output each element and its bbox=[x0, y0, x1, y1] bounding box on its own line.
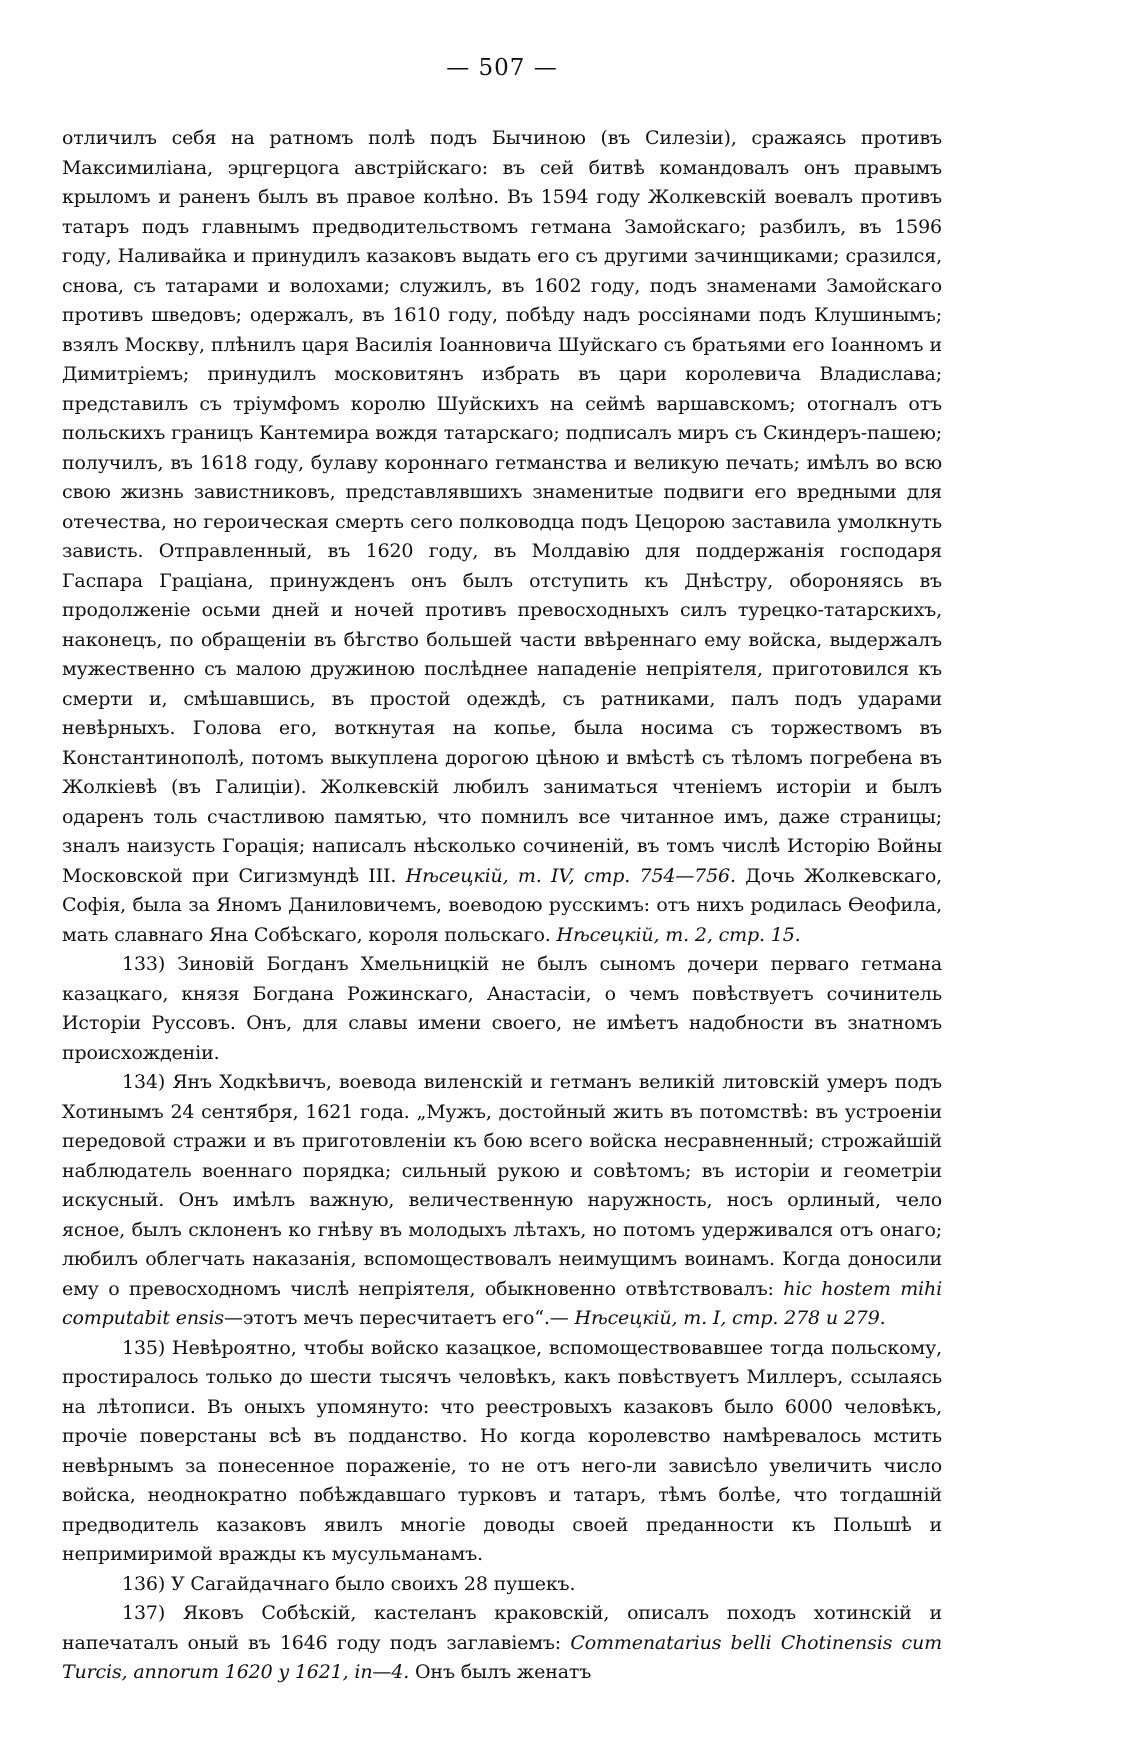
text-segment: 136) У Сагайдачнаго было своихъ 28 пушекъ. bbox=[122, 1572, 576, 1595]
document-page bbox=[62, 52, 942, 1732]
latin-quote: hic hostem mihi computabit ensis bbox=[62, 1277, 942, 1329]
text-segment: 134) Янъ Ходкѣвичъ, воевода виленскій и гетманъ великій литовскій умеръ подъ Хотинымъ 24 сентября, 1621 года. „Мужъ, достойный жить въ потомствѣ: въ устроеніи передовой стражи и въ приготовленіи къ бою всего войска несравненный; строжайшій наблюдатель военнаго порядка; сильный рукою и совѣтомъ; въ исторіи и геометріи искусный. Онъ имѣлъ важную, величественную наружность, носъ орлиный, чело ясное, былъ склоненъ ко гнѣву въ молодыхъ лѣтахъ, но потомъ удерживался отъ онаго; любилъ облегчать наказанія, вспомоществовалъ неимущимъ воинамъ. Когда доносили ему о превосходномъ числѣ непріятеля, обыкновенно отвѣтствовалъ: bbox=[62, 1071, 942, 1300]
text-segment: 137) Яковъ Собѣскій, кастеланъ краковскій, описалъ походъ хотинскій и напечаталъ оный въ 1646 году подъ заглавіемъ: bbox=[62, 1602, 942, 1654]
text-segment: —этотъ мечъ пересчитаетъ его“.— bbox=[224, 1307, 575, 1329]
note-135 bbox=[62, 1334, 942, 1570]
citation: Нѣсецкій, т. IV, стр. 754—756. bbox=[405, 864, 736, 887]
page-number: — 507 — bbox=[446, 55, 558, 81]
note-136 bbox=[62, 1570, 942, 1600]
text-segment: отличилъ себя на ратномъ полѣ подъ Бычиною (въ Силезіи), сражаясь противъ Максимиліана, эрцгерцога австрійскаго: въ сей битвѣ командовалъ онъ правымъ крыломъ и раненъ былъ въ правое колѣно. Въ 1594 году Жолкевскій воевалъ противъ татаръ подъ главнымъ предводительствомъ гетмана Замойскаго; разбилъ, въ 1596 году, Наливайка и принудилъ казаковъ выдать его съ другими зачинщиками; сразился, снова, съ татарами и волохами; служилъ, въ 1602 году, подъ знаменами Замойскаго противъ шведовъ; одержалъ, въ 1610 году, побѣду надъ россіянами подъ Клушинымъ; взялъ Москву, плѣнилъ царя Василія Іоанновича Шуйскаго съ братьями его Іоанномъ и Димитріемъ; принудилъ московитянъ избрать въ цари королевича Владислава; представилъ съ тріумфомъ королю Шуйскихъ на сеймѣ варшавскомъ; отогналъ отъ польскихъ границъ Кантемира вождя татарскаго; подписалъ миръ съ Скиндеръ-пашею; получилъ, въ 1618 году, булаву короннаго гетманства и великую печать; имѣлъ во всю свою жизнь завистниковъ, представлявшихъ знаменитые подвиги его вредными для отечества, но героическая смерть сего полководца подъ Цецорою заставила умолкнуть зависть. Отправленный, въ 1620 году, въ Молдавію для поддержанія господаря Гаспара Граціана, принужденъ онъ былъ отступить къ Днѣстру, обороняясь въ продолженіе осьми дней и ночей противъ превосходныхъ силъ турецко-татарскихъ, наконецъ, по обращеніи въ бѣгство большей части ввѣреннаго ему войска, выдержалъ мужественно съ малою дружиною послѣднее нападеніе непріятеля, приготовился къ смерти и, смѣшавшись, въ простой одеждѣ, съ ратниками, палъ подъ ударами невѣрныхъ. Голова его, воткнутая на копье, была носима съ торжествомъ въ Константинополѣ, потомъ выкуплена дорогою цѣною и вмѣстѣ съ тѣломъ погребена въ Жолкіевѣ (въ Галиціи). Жолкевскій любилъ заниматься чтеніемъ исторіи и былъ одаренъ толь счастливою памятью, что помнилъ все читанное имъ, даже страницы; зналъ наизусть Горація; написалъ нѣсколько сочиненій, въ томъ числѣ Исторію Войны Московской при Сигизмундѣ III. bbox=[62, 127, 942, 887]
citation: Нѣсецкій, т. 2, стр. 15. bbox=[556, 923, 801, 946]
text-segment: Дочь Жолкевскаго, Софія, была за Яномъ Даниловичемъ, воеводою русскимъ: отъ нихъ родилась Ѳеофила, мать славнаго Яна Собѣскаго, короля польскаго. bbox=[62, 864, 942, 946]
page-body bbox=[62, 124, 942, 1688]
note-133 bbox=[62, 950, 942, 1068]
note-137 bbox=[62, 1599, 942, 1688]
citation: Нѣсецкій, т. I, стр. 278 и 279. bbox=[574, 1307, 886, 1329]
note-134 bbox=[62, 1068, 942, 1334]
text-segment: 133) Зиновій Богданъ Хмельницкій не былъ сыномъ дочери перваго гетмана казацкаго, князя Богдана Рожинскаго, Анастасіи, о чемъ повѣствуетъ сочинитель Исторіи Руссовъ. Онъ, для славы имени своего, не имѣетъ надобности въ знатномъ происхожденіи. bbox=[62, 953, 942, 1064]
latin-title: Commenatarius belli Chotinensis cum Turcis, annorum 1620 y 1621, in—4. bbox=[62, 1631, 942, 1683]
paragraph-continued bbox=[62, 124, 942, 950]
text-segment: 135) Невѣроятно, чтобы войско казацкое, вспомоществовавшее тогда польскому, простиралось только до шести тысячъ человѣкъ, какъ повѣствуетъ Миллеръ, ссылаясь на лѣтописи. Въ оныхъ упомянуто: что реестровыхъ казаковъ было 6000 человѣкъ, прочіе поверстаны всѣ въ подданство. Но когда королевство намѣревалось мстить невѣрнымъ за понесенное пораженіе, то не отъ него-ли зависѣло увеличить число войска, неоднократно побѣждавшаго турковъ и татаръ, тѣмъ болѣе, что тогдашній предводитель казаковъ явилъ многіе доводы своей преданности къ Польшѣ и непримиримой вражды къ мусульманамъ. bbox=[62, 1336, 942, 1565]
text-segment: Онъ былъ женатъ bbox=[409, 1661, 592, 1683]
